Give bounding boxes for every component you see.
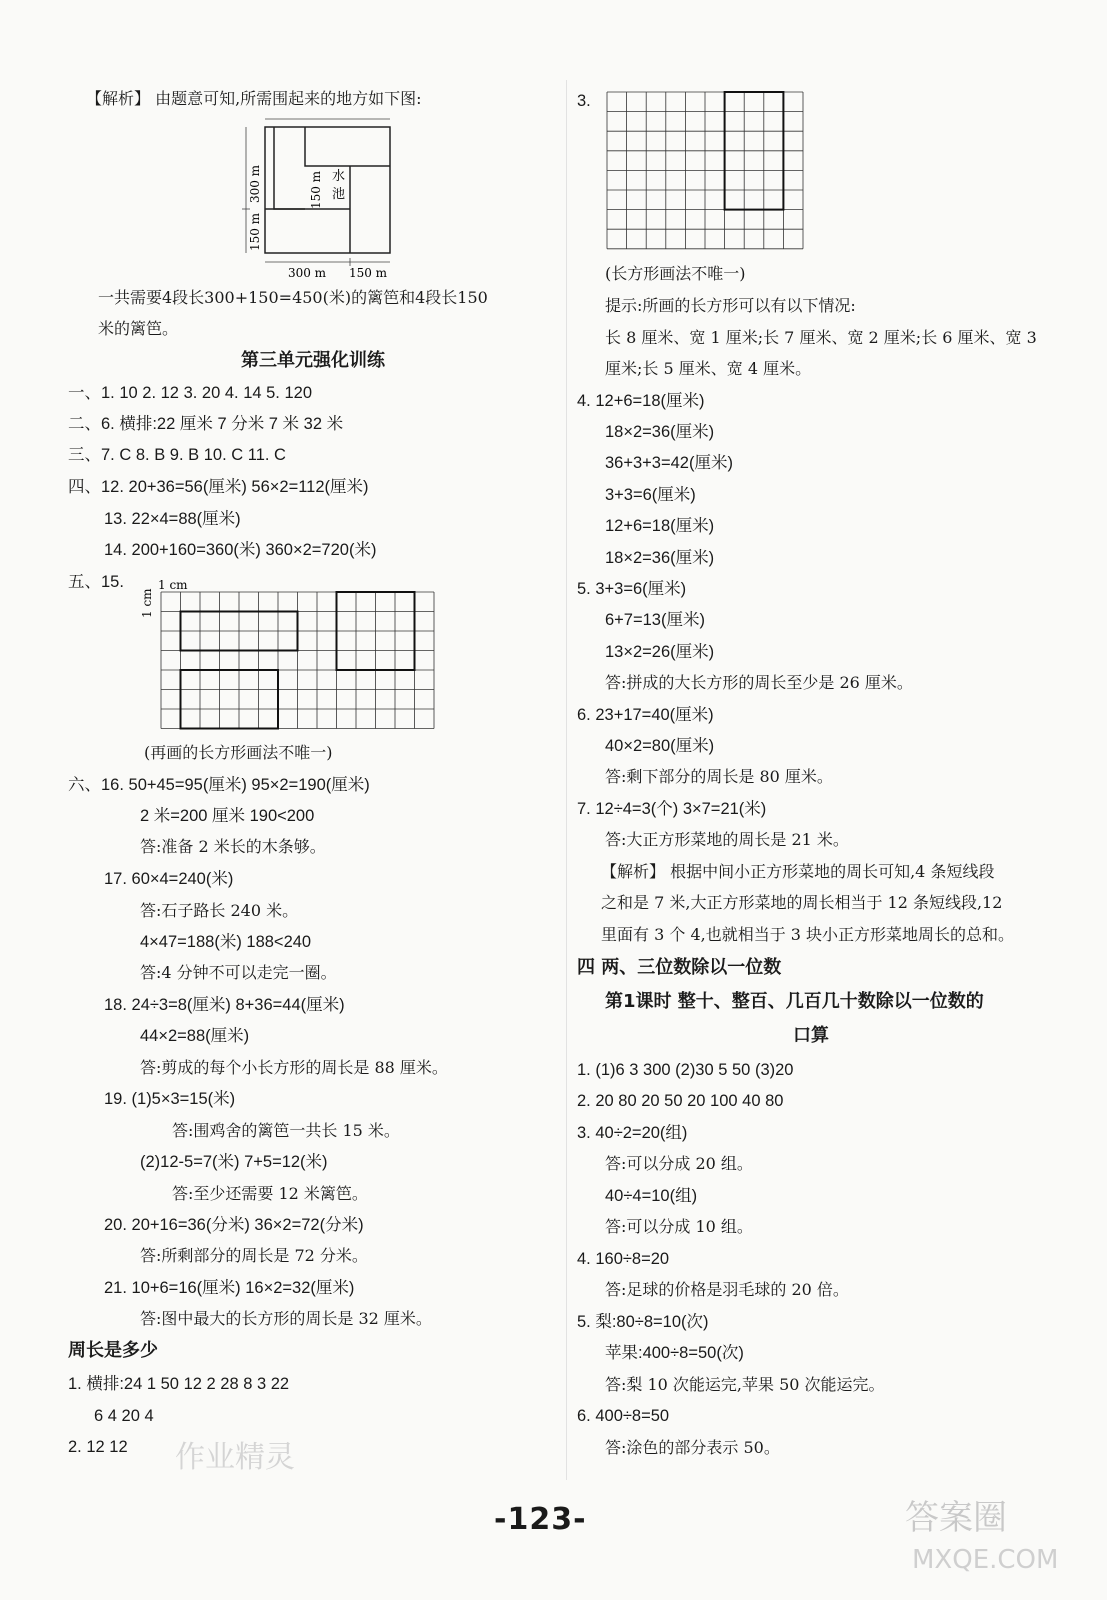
answer-line: 4. 160÷8=20 [577,1250,670,1268]
answer-line: 18×2=36(厘米) [605,549,715,567]
answer-line: 2 米=200 厘米 190<200 [140,807,315,825]
answer-line: 13×2=26(厘米) [605,643,715,661]
grid-figure-right [606,91,806,253]
answer-line: 五、15. [68,573,124,591]
dim-150-horizontal: 150 m [348,266,388,280]
dim-300-horizontal: 300 m [287,266,327,280]
analysis-line: 里面有 3 个 4,也就相当于 3 块小正方形菜地周长的总和。 [601,925,1015,944]
answer-line: 40×2=80(厘米) [605,737,715,755]
answer-line: 答:大正方形菜地的周长是 21 米。 [605,830,849,849]
answer-line: 13. 22×4=88(厘米) [104,510,241,528]
answer-line: 答:围鸡舍的篱笆一共长 15 米。 [172,1121,400,1140]
watermark-site: MXQE.COM [912,1545,1059,1575]
answer-line: 18×2=36(厘米) [605,423,715,441]
watermark-logo: 作业精灵 [175,1440,295,1475]
column-divider [566,80,567,1480]
answer-line: 答:涂色的部分表示 50。 [605,1438,780,1457]
answer-line: 40÷4=10(组) [605,1187,698,1205]
question-number: 3. [577,92,591,110]
answer-line: 2. 20 80 20 50 20 100 40 80 [577,1092,784,1110]
fence-diagram [238,112,408,280]
answer-line: 答:可以分成 10 组。 [605,1217,753,1236]
answer-line: 一、1. 10 2. 12 3. 20 4. 14 5. 120 [68,384,313,402]
answer-line: 答:所剩部分的周长是 72 分米。 [140,1246,368,1265]
answer-line: 二、6. 横排:22 厘米 7 分米 7 米 32 米 [68,415,344,433]
analysis-line: 之和是 7 米,大正方形菜地的周长相当于 12 条短线段,12 [601,893,1003,912]
answer-line: 12+6=18(厘米) [605,517,715,535]
answer-line: 答:剪成的每个小长方形的周长是 88 厘米。 [140,1058,448,1077]
answer-line: 18. 24÷3=8(厘米) 8+36=44(厘米) [104,996,345,1014]
answer-line: 答:拼成的大长方形的周长至少是 26 厘米。 [605,673,913,692]
answer-line: 6+7=13(厘米) [605,611,705,629]
note-line: (再画的长方形画法不唯一) [144,743,333,762]
answer-line: 答:至少还需要 12 米篱笆。 [172,1184,368,1203]
answer-line: 答:足球的价格是羽毛球的 20 倍。 [605,1280,849,1299]
lesson-title: 第1课时 整十、整百、几百几十数除以一位数的 [605,991,984,1012]
answer-line: 19. (1)5×3=15(米) [104,1090,236,1108]
answer-line: 20. 20+16=36(分米) 36×2=72(分米) [104,1216,364,1234]
answer-line: 苹果:400÷8=50(次) [605,1344,744,1362]
answer-line: 44×2=88(厘米) [140,1027,250,1045]
answer-line: 三、7. C 8. B 9. B 10. C 11. C [68,446,286,464]
analysis-line: 【解析】 根据中间小正方形菜地的周长可知,4 条短线段 [601,862,995,881]
answer-line: 答:石子路长 240 米。 [140,901,299,920]
answer-line: 6 4 20 4 [94,1407,154,1425]
unit-label-vertical: 1 cm [140,588,154,618]
section-title: 周长是多少 [68,1340,158,1361]
answer-line: 答:可以分成 20 组。 [605,1154,753,1173]
note-line: (长方形画法不唯一) [605,264,746,283]
answer-line: (2)12-5=7(米) 7+5=12(米) [140,1153,328,1171]
page-number: -123- [494,1502,587,1537]
drawn-rectangle [181,670,279,729]
text-line: 提示:所画的长方形可以有以下情况: [605,296,856,315]
dim-150-vertical: 150 m [248,212,262,252]
text-line: 厘米;长 5 厘米、宽 4 厘米。 [605,359,812,378]
answer-line: 答:4 分钟不可以走完一圈。 [140,963,337,982]
answer-line: 7. 12÷4=3(个) 3×7=21(米) [577,800,767,818]
answer-line: 3+3=6(厘米) [605,486,696,504]
answer-line: 14. 200+160=360(米) 360×2=720(米) [104,541,377,559]
answer-line: 1. (1)6 3 300 (2)30 5 50 (3)20 [577,1061,794,1079]
unit-label-horizontal: 1 cm [158,578,188,592]
pool-label-2: 池 [332,187,346,202]
answer-line: 答:准备 2 米长的木条够。 [140,837,326,856]
lesson-title-cont: 口算 [793,1025,829,1046]
chapter-title: 四 两、三位数除以一位数 [577,957,782,978]
answer-line: 4×47=188(米) 188<240 [140,933,312,951]
answer-line: 六、16. 50+45=95(厘米) 95×2=190(厘米) [68,776,370,794]
watermark-logo: 答案圈 [905,1498,1007,1538]
section-title: 第三单元强化训练 [241,350,385,371]
pool-label-1: 水 [332,169,346,184]
answer-line: 21. 10+6=16(厘米) 16×2=32(厘米) [104,1279,355,1297]
answer-line: 答:梨 10 次能运完,苹果 50 次能运完。 [605,1375,885,1394]
answer-line: 答:剩下部分的周长是 80 厘米。 [605,767,833,786]
text-line: 一共需要4段长300+150=450(米)的篱笆和4段长150 [98,288,488,307]
answer-line: 1. 横排:24 1 50 12 2 28 8 3 22 [68,1375,290,1393]
answer-line: 5. 梨:80÷8=10(次) [577,1313,709,1331]
answer-line: 四、12. 20+36=56(厘米) 56×2=112(厘米) [68,478,369,496]
answer-line: 答:图中最大的长方形的周长是 32 厘米。 [140,1309,432,1328]
answer-line: 17. 60×4=240(米) [104,870,234,888]
text-line: 长 8 厘米、宽 1 厘米;长 7 厘米、宽 2 厘米;长 6 厘米、宽 3 [605,328,1037,347]
answer-line: 6. 23+17=40(厘米) [577,706,714,724]
answer-line: 36+3+3=42(厘米) [605,454,733,472]
answer-line: 6. 400÷8=50 [577,1407,670,1425]
answer-line: 5. 3+3=6(厘米) [577,580,687,598]
grid-figure [136,574,516,744]
analysis-line: 【解析】 由题意可知,所需围起来的地方如下图: [86,89,422,108]
answer-line: 2. 12 12 [68,1438,128,1456]
dim-150-middle: 150 m [309,170,323,210]
answer-line: 4. 12+6=18(厘米) [577,392,705,410]
dim-300-vertical: 300 m [248,164,262,204]
answer-line: 3. 40÷2=20(组) [577,1124,688,1142]
text-line: 米的篱笆。 [98,319,179,338]
